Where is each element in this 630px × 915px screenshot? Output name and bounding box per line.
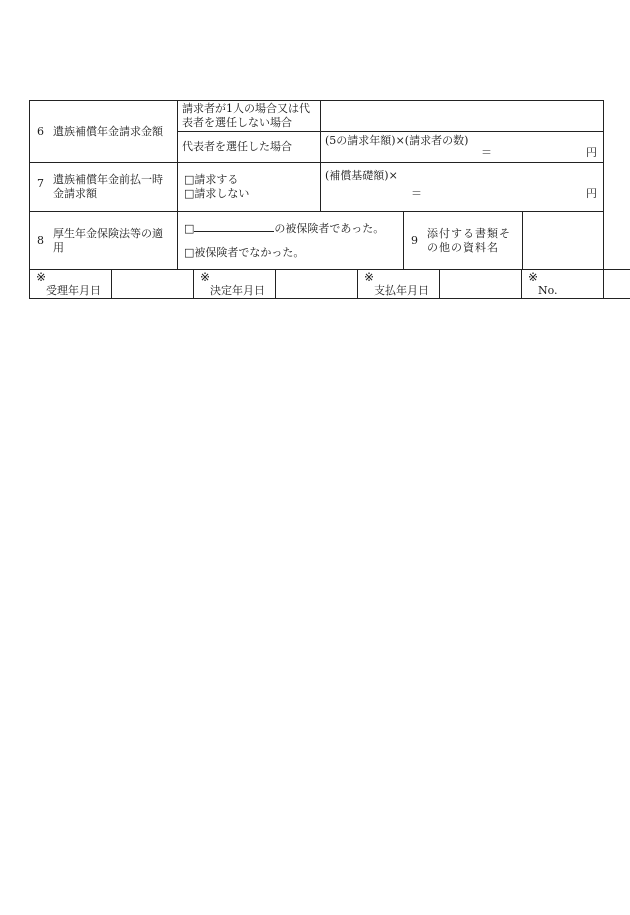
number-label: No.	[538, 284, 558, 297]
received-date-field[interactable]	[112, 270, 194, 299]
row7-equals: ＝	[411, 187, 422, 200]
star-mark-4: ※	[528, 270, 539, 284]
row9-label-cell	[404, 212, 523, 270]
row6-yen: 円	[586, 146, 597, 159]
row9-label: 添付する書類その他の資料名	[427, 226, 511, 254]
row6-number: 6	[37, 124, 44, 138]
row8-insurance-name-field[interactable]	[194, 220, 274, 232]
row9-attachments-field[interactable]	[523, 212, 604, 270]
office-use-table	[29, 269, 630, 299]
row6-case2-label: 代表者を選任した場合	[182, 140, 292, 153]
row6-label: 遺族補償年金請求金額	[53, 124, 163, 138]
number-field[interactable]	[604, 270, 630, 299]
row6-case1-label: 請求者が1人の場合又は代表者を選任しない場合	[182, 102, 310, 129]
row7-yen: 円	[586, 187, 597, 200]
row6-case2-cell	[178, 132, 321, 163]
row8-label-cell	[30, 212, 178, 270]
row7-request-checkbox[interactable]: □請求する	[184, 173, 239, 186]
row8-checkbox-1[interactable]: □	[184, 221, 195, 235]
row6-case1-amount[interactable]	[321, 101, 604, 132]
paid-date-field[interactable]	[440, 270, 522, 299]
decided-date-label: 決定年月日	[210, 284, 265, 297]
row8-number: 8	[37, 233, 44, 247]
row8-insured-text: の被保険者であった。	[274, 221, 385, 235]
row9-number: 9	[411, 233, 419, 247]
paid-date-label-cell	[358, 270, 440, 299]
row7-label-cell	[30, 163, 178, 212]
decided-date-label-cell	[194, 270, 276, 299]
row7-number: 7	[37, 177, 44, 190]
row6-formula: (5の請求年額)×(請求者の数)	[325, 134, 469, 147]
row6-label-cell	[30, 101, 178, 163]
row8-label: 厚生年金保険法等の適用	[53, 226, 163, 254]
row7-label: 遺族補償年金前払一時金請求額	[53, 173, 163, 200]
received-date-label: 受理年月日	[46, 284, 101, 297]
row6-case2-amount[interactable]	[321, 132, 604, 163]
number-label-cell	[522, 270, 604, 299]
row7-no-request-checkbox[interactable]: □請求しない	[184, 187, 250, 200]
row8-not-insured-option[interactable]: □被保険者でなかった。	[184, 245, 305, 259]
row8-insured-option[interactable]	[184, 217, 397, 241]
row8-options-cell	[178, 212, 404, 270]
paid-date-label: 支払年月日	[374, 284, 429, 297]
row6-equals: ＝	[481, 146, 492, 159]
star-mark-3: ※	[364, 270, 375, 284]
received-date-label-cell	[30, 270, 112, 299]
star-mark-2: ※	[200, 270, 211, 284]
compensation-claim-form	[29, 100, 603, 299]
row7-options-cell	[178, 163, 321, 212]
form-table	[29, 100, 604, 270]
decided-date-field[interactable]	[276, 270, 358, 299]
row7-formula: (補償基礎額)×	[325, 169, 398, 182]
row7-amount[interactable]	[321, 163, 604, 212]
star-mark-1: ※	[36, 270, 47, 284]
row6-case1-cell	[178, 101, 321, 132]
